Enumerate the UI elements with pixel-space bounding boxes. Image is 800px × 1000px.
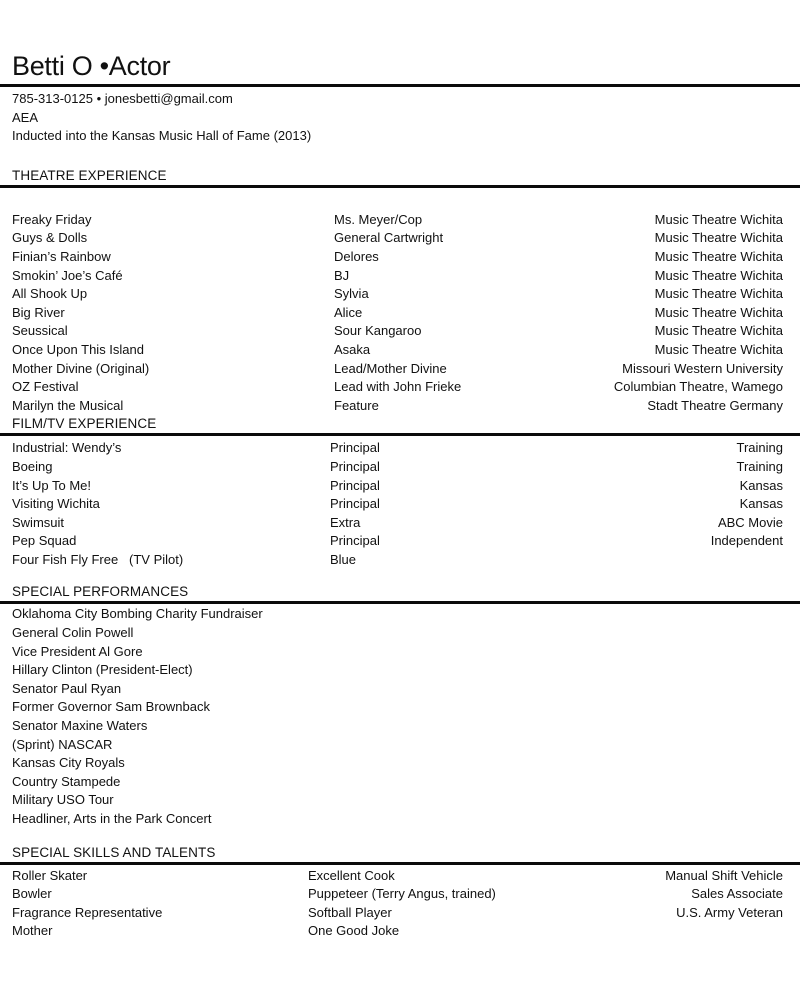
role-cell: Alice bbox=[334, 304, 363, 320]
list-item: (Sprint) NASCAR bbox=[12, 736, 113, 752]
role-cell: Principal bbox=[330, 440, 380, 456]
venue-cell: Music Theatre Wichita bbox=[654, 267, 783, 283]
venue-cell: Stadt Theatre Germany bbox=[647, 397, 783, 413]
list-item: Vice President Al Gore bbox=[12, 643, 143, 659]
table-row bbox=[12, 229, 783, 248]
skill-cell-2: Softball Player bbox=[308, 904, 392, 920]
skill-cell-3: U.S. Army Veteran bbox=[676, 904, 783, 920]
table-row bbox=[12, 922, 783, 941]
list-item: Hillary Clinton (President-Elect) bbox=[12, 662, 193, 678]
role-cell: Principal bbox=[330, 477, 380, 493]
contact-phone-email: 785-313-0125 • jonesbetti@gmail.com bbox=[12, 91, 233, 106]
venue-cell: Kansas bbox=[739, 477, 783, 493]
table-row bbox=[12, 885, 783, 904]
theatre-divider bbox=[0, 185, 800, 188]
skill-cell-1: Mother bbox=[12, 923, 53, 939]
list-item: Senator Paul Ryan bbox=[12, 680, 122, 696]
venue-cell: Music Theatre Wichita bbox=[654, 323, 783, 339]
role-cell: Feature bbox=[334, 397, 379, 413]
venue-cell: Music Theatre Wichita bbox=[654, 248, 783, 264]
show-cell: All Shook Up bbox=[12, 286, 88, 302]
table-row bbox=[12, 360, 783, 379]
section-heading-skills: SPECIAL SKILLS AND TALENTS bbox=[12, 844, 216, 860]
film-table bbox=[0, 439, 800, 569]
section-heading-special: SPECIAL PERFORMANCES bbox=[12, 584, 189, 600]
skills-divider bbox=[0, 862, 800, 865]
role-cell: Ms. Meyer/Cop bbox=[334, 211, 423, 227]
skill-cell-1: Fragrance Representative bbox=[12, 904, 163, 920]
table-row bbox=[12, 458, 783, 477]
section-heading-theatre: THEATRE EXPERIENCE bbox=[12, 167, 167, 183]
contact-honor: Inducted into the Kansas Music Hall of Fame (2013) bbox=[12, 128, 312, 144]
contact-union: AEA bbox=[12, 109, 39, 125]
skill-cell-3: Manual Shift Vehicle bbox=[665, 867, 783, 883]
table-row bbox=[12, 514, 783, 533]
venue-cell: Music Theatre Wichita bbox=[654, 230, 783, 246]
film-divider bbox=[0, 433, 800, 436]
list-item: Military USO Tour bbox=[12, 792, 114, 808]
show-cell: Marilyn the Musical bbox=[12, 397, 124, 413]
role-cell: Blue bbox=[330, 551, 357, 567]
skill-cell-2: One Good Joke bbox=[308, 923, 400, 939]
show-cell: Freaky Friday bbox=[12, 211, 92, 227]
table-row bbox=[12, 378, 783, 397]
venue-cell: Music Theatre Wichita bbox=[654, 286, 783, 302]
show-cell: Finian’s Rainbow bbox=[12, 248, 111, 264]
table-row bbox=[12, 304, 783, 323]
show-cell: Industrial: Wendy’s bbox=[12, 440, 122, 456]
venue-cell: Training bbox=[736, 440, 783, 456]
show-cell: Swimsuit bbox=[12, 514, 65, 530]
venue-cell: Music Theatre Wichita bbox=[654, 341, 783, 357]
role-cell: Principal bbox=[330, 533, 380, 549]
table-row bbox=[12, 867, 783, 886]
table-row bbox=[12, 341, 783, 360]
skill-cell-2: Puppeteer (Terry Angus, trained) bbox=[308, 886, 496, 902]
show-cell: Mother Divine (Original) bbox=[12, 360, 150, 376]
table-row bbox=[12, 267, 783, 286]
show-cell: Guys & Dolls bbox=[12, 230, 88, 246]
contact-block bbox=[0, 90, 800, 146]
title-divider bbox=[0, 84, 800, 87]
list-item: Headliner, Arts in the Park Concert bbox=[12, 811, 212, 826]
table-row bbox=[12, 397, 783, 416]
table-row bbox=[12, 439, 783, 458]
table-row bbox=[12, 532, 783, 551]
role-cell: Delores bbox=[334, 248, 379, 264]
list-item: Oklahoma City Bombing Charity Fundraiser bbox=[12, 606, 263, 622]
table-row bbox=[12, 495, 783, 514]
role-cell: Asaka bbox=[334, 341, 371, 357]
role-cell: Sylvia bbox=[334, 286, 369, 302]
show-cell: Four Fish Fly Free (TV Pilot) bbox=[12, 551, 184, 567]
skill-cell-3: Sales Associate bbox=[691, 886, 783, 902]
list-item: Country Stampede bbox=[12, 773, 121, 789]
venue-cell: Independent bbox=[710, 533, 783, 549]
show-cell: Seussical bbox=[12, 323, 68, 339]
table-row bbox=[12, 248, 783, 267]
table-row bbox=[12, 211, 783, 230]
page-title: Betti O •Actor bbox=[12, 51, 171, 81]
show-cell: It’s Up To Me! bbox=[12, 477, 91, 493]
venue-cell: Music Theatre Wichita bbox=[654, 304, 783, 320]
role-cell: Extra bbox=[330, 514, 361, 530]
table-row bbox=[12, 551, 783, 570]
role-cell: Sour Kangaroo bbox=[334, 323, 422, 339]
role-cell: Lead/Mother Divine bbox=[334, 360, 447, 376]
venue-cell: Kansas bbox=[739, 496, 783, 512]
show-cell: Smokin’ Joe’s Café bbox=[12, 267, 123, 283]
venue-cell: ABC Movie bbox=[717, 514, 783, 530]
show-cell: Big River bbox=[12, 304, 65, 320]
special-list bbox=[0, 605, 800, 828]
table-row bbox=[12, 285, 783, 304]
list-item: General Colin Powell bbox=[12, 625, 134, 641]
skills-table bbox=[0, 867, 800, 941]
venue-cell: Training bbox=[736, 458, 783, 474]
role-cell: Lead with John Frieke bbox=[334, 379, 462, 395]
skill-cell-2: Excellent Cook bbox=[308, 867, 395, 883]
show-cell: Pep Squad bbox=[12, 533, 77, 549]
role-cell: Principal bbox=[330, 496, 380, 512]
show-cell: Visiting Wichita bbox=[12, 496, 100, 512]
special-divider bbox=[0, 601, 800, 604]
list-item: Former Governor Sam Brownback bbox=[12, 699, 210, 715]
venue-cell: Music Theatre Wichita bbox=[654, 211, 783, 227]
role-cell: General Cartwright bbox=[334, 230, 444, 246]
role-cell: Principal bbox=[330, 458, 380, 474]
skill-cell-1: Bowler bbox=[12, 886, 52, 902]
theatre-table bbox=[0, 211, 800, 416]
table-row bbox=[12, 477, 783, 496]
show-cell: Boeing bbox=[12, 458, 53, 474]
role-cell: BJ bbox=[334, 267, 350, 283]
skill-cell-1: Roller Skater bbox=[12, 867, 88, 883]
venue-cell: Columbian Theatre, Wamego bbox=[613, 379, 783, 395]
show-cell: OZ Festival bbox=[12, 379, 79, 395]
list-item: Kansas City Royals bbox=[12, 755, 125, 771]
section-heading-film: FILM/TV EXPERIENCE bbox=[12, 416, 157, 432]
list-item: Senator Maxine Waters bbox=[12, 718, 148, 734]
table-row bbox=[12, 322, 783, 341]
show-cell: Once Upon This Island bbox=[12, 341, 144, 357]
venue-cell: Missouri Western University bbox=[622, 360, 783, 376]
table-row bbox=[12, 904, 783, 923]
